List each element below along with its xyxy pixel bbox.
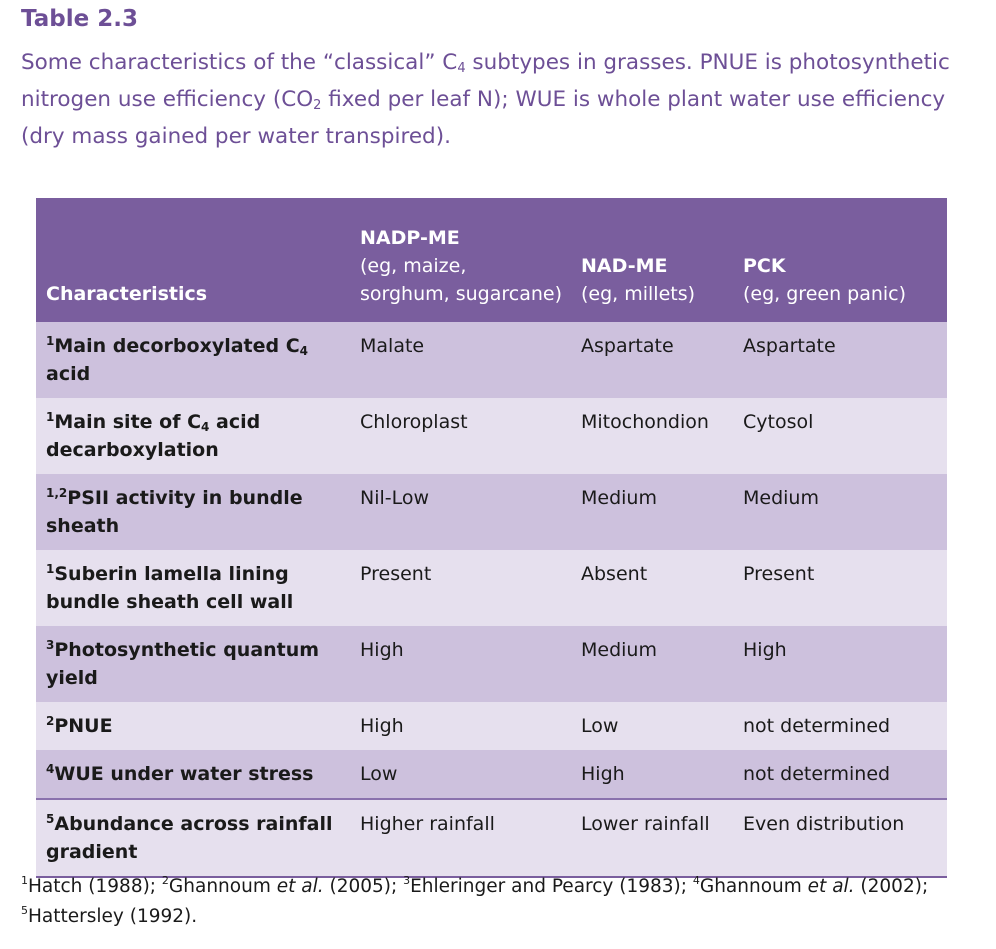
table-row bbox=[36, 322, 947, 398]
cell-nad-me: Low bbox=[581, 715, 619, 737]
table-row bbox=[36, 474, 947, 550]
row-label: $^4$WUE under water stress bbox=[46, 762, 314, 785]
cell-pck: Present bbox=[743, 563, 815, 585]
cell-nad-me: Mitochondion bbox=[581, 411, 709, 433]
header-nad-me: NAD-ME (eg, millets) bbox=[581, 255, 696, 305]
cell-nadp-me: Nil-Low bbox=[360, 487, 430, 509]
header-characteristics: Characteristics bbox=[46, 283, 208, 305]
table-row bbox=[36, 626, 947, 702]
cell-nad-me: Aspartate bbox=[581, 335, 674, 357]
row-label: $^5$Abundance across rainfall gradient bbox=[36, 799, 350, 877]
cell-nadp-me: High bbox=[360, 639, 404, 661]
cell-pck: Medium bbox=[743, 487, 819, 509]
footnote: $^1$Hatch (1988); bbox=[21, 874, 162, 897]
row-label: $^1$Suberin lamella lining bundle sheath cell wall bbox=[46, 562, 294, 613]
cell-nad-me: Lower rainfall bbox=[571, 799, 733, 877]
row-label: $^{1,2}$PSII activity in bundle sheath bbox=[46, 486, 303, 537]
table-row bbox=[36, 799, 947, 877]
cell-nadp-me: Chloroplast bbox=[360, 411, 468, 433]
header-nadp-me: NADP-ME (eg, maize, sorghum, sugarcane) bbox=[360, 227, 563, 305]
table-row bbox=[36, 550, 947, 626]
footnote: $^4$Ghannoum et al. (2002); bbox=[692, 874, 929, 897]
row-label: $^1$Main site of $C_4$ acid decarboxylation bbox=[46, 410, 261, 461]
cell-pck: Aspartate bbox=[743, 335, 836, 357]
cell-nadp-me: Malate bbox=[360, 335, 425, 357]
cell-nadp-me: Low bbox=[360, 763, 398, 785]
cell-pck: Even distribution bbox=[733, 799, 947, 877]
row-label: $^3$Photosynthetic quantum yield bbox=[46, 638, 320, 689]
row-label: $^1$Main decorboxylated $C_4$ acid bbox=[46, 334, 309, 385]
cell-pck: not determined bbox=[743, 715, 891, 737]
cell-nad-me: Absent bbox=[581, 563, 648, 585]
table-footnotes bbox=[21, 872, 981, 932]
cell-pck: Cytosol bbox=[743, 411, 814, 433]
header-pck: PCK (eg, green panic) bbox=[743, 255, 907, 305]
footnote: $^2$Ghannoum et al. (2005); bbox=[161, 874, 404, 897]
table-title: Table 2.3 bbox=[21, 6, 138, 32]
cell-nad-me: Medium bbox=[581, 487, 657, 509]
cell-nadp-me: Present bbox=[360, 563, 432, 585]
row-label: $^2$PNUE bbox=[46, 714, 113, 737]
cell-nadp-me: Higher rainfall bbox=[350, 799, 571, 877]
cell-pck: High bbox=[743, 639, 787, 661]
cell-pck: not determined bbox=[743, 763, 891, 785]
cell-nad-me: High bbox=[581, 763, 625, 785]
c4-subtypes-table bbox=[36, 198, 947, 878]
table-row bbox=[36, 702, 947, 750]
cell-nad-me: Medium bbox=[581, 639, 657, 661]
cell-nadp-me: High bbox=[360, 715, 404, 737]
table-row bbox=[36, 750, 947, 799]
table-caption: Some characteristics of the “classical” $C_4$ subtypes in grasses. PNUE is photosynthetic nitrogen use efficiency ($CO_2$ fixed per leaf N); WUE is whole plant water use efficiency (dry mass gained per water transpired). bbox=[21, 50, 950, 149]
table-row bbox=[36, 398, 947, 474]
footnote: $^5$Hattersley (1992). bbox=[21, 904, 198, 927]
header-row bbox=[36, 198, 947, 322]
footnote: $^3$Ehleringer and Pearcy (1983); bbox=[403, 874, 693, 897]
